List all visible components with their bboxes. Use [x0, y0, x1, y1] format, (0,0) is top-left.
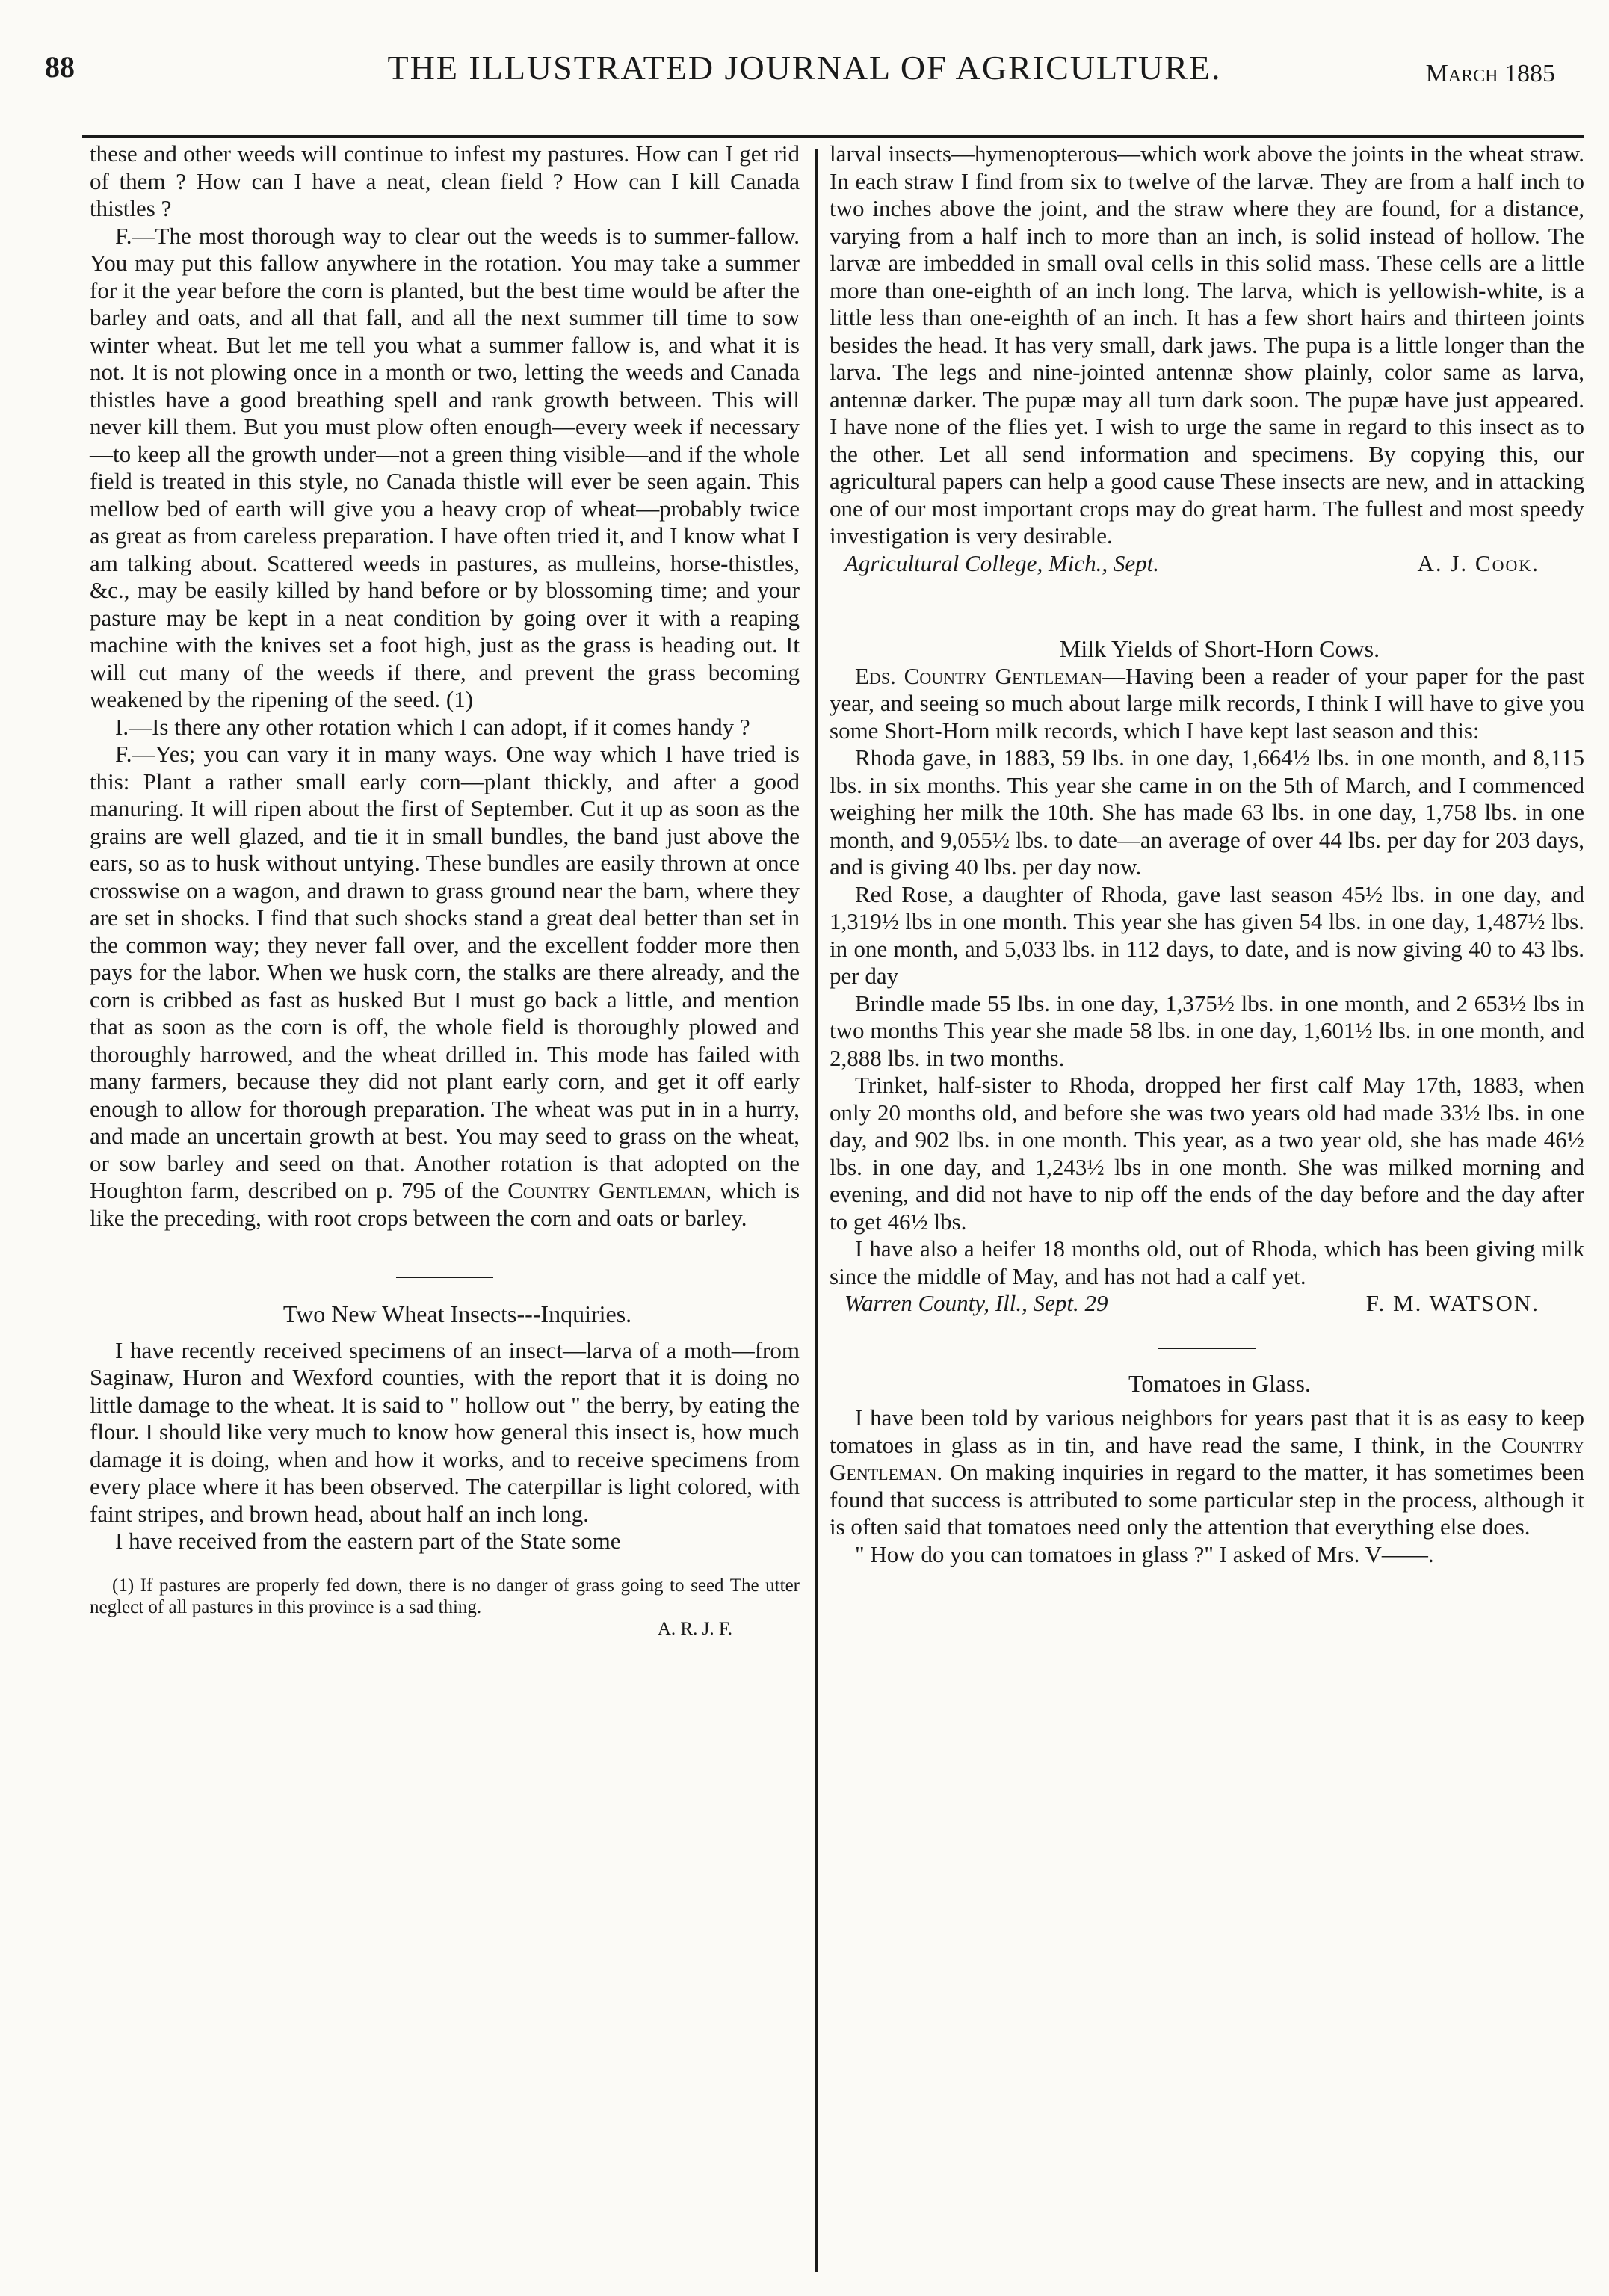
paragraph-text: On making inquiries in regard to the matter, it has sometimes been found that success is attributed to some particular step in the process, although it is often said that tomatoes need only the attention that everything else does.	[830, 1459, 1585, 1540]
paragraph: I have received from the eastern part of the State some	[115, 1528, 621, 1554]
publication-name: Country Gentleman,	[507, 1177, 712, 1203]
issue-date: March 1885	[1425, 60, 1555, 87]
running-header	[0, 43, 1609, 103]
dateline: Agricultural College, Mich., Sept.	[844, 549, 1160, 576]
paragraph: Rhoda gave, in 1883, 59 lbs. in one day, 1,664½ lbs. in one month, and 8,115 lbs. in six months. This year she came in on the 5th of March, and I commenced weighing her milk the 10th. She has made 63 lbs. in one day, 1,758 lbs. in one month, and 9,055½ lbs. to date—an average of over 44 lbs. per day for 203 days, and is giving 40 lbs. per day now.	[830, 744, 1584, 880]
paragraph: I have also a heifer 18 months old, out of Rhoda, which has been giving milk since the middle of May, and has not had a calf yet.	[830, 1235, 1584, 1289]
article-title-tomatoes: Tomatoes in Glass.	[1128, 1369, 1311, 1397]
paragraph-text: F.—Yes; you can vary it in many ways. One way which I have tried is this: Plant a rather small early corn—plant thickly, and after a good manuring. It will ripen about the first of September. Cut it up as soon as the grains are well glazed, and tie it in small bundles, the band just above the ears, so as to husk without untying. These bundles are easily thrown at once crosswise on a wagon, and drawn to grass ground near the barn, where they are set in shocks. I find that such shocks stand a great deal better than set in the common way; they never fall over, and the excellent fodder more then pays for the labor. When we husk corn, the stalks are there already, and the corn is cribbed as fast as husked But I must go back a little, and mention that as soon as the corn is off, the whole field is thoroughly plowed and thoroughly harrowed, and the wheat drilled in. This mode has failed with many farmers, because they did not plant early corn, and get it off early enough to allow for thorough preparation. The wheat was put in in a hurry, and made an uncertain growth at best. You may seed to grass on the wheat, or sow barley and seed on that. Another rotation is that adopted on the Houghton farm, described on p. 795 of the	[90, 741, 800, 1203]
publication-name: Country Gentleman.	[830, 1431, 1585, 1485]
paragraph-text: which is like the preceding, with root crops between the corn and oats or barley.	[90, 1177, 800, 1231]
paragraph-text: I have been told by various neighbors for years past that it is as easy to keep tomatoes in glass as in tin, and have read the same, I think, in the	[830, 1404, 1584, 1458]
author-signature: F. M. WATSON.	[1365, 1290, 1539, 1316]
paragraph-text: —Having been a reader of your paper for the past year, and seeing so much about large milk records, I think I will have to give you some Short-Horn milk records, which I have kept last season and this:	[830, 662, 1584, 744]
paragraph: Trinket, half-sister to Rhoda, dropped her first calf May 17th, 1883, when only 20 months old, and before she was two years old had made 33½ lbs. in one day, and 902 lbs. in one month. This year, as a two year old, she has made 46½ lbs. in one day, and 1,243½ lbs in one month. She was milked morning and evening, and did not have to nip off the ends of the day before and the day after to get 46½ lbs.	[830, 1072, 1584, 1235]
column-divider	[815, 149, 818, 2272]
paragraph	[830, 1404, 1584, 1541]
paragraph: I have recently received specimens of an insect—larva of a moth—from Saginaw, Huron and Wexford counties, with the report that it is doing no little damage to the wheat. It is said to " hollow out " the berry, by eating the flour. I should like very much to know how general this insect is, how much damage it is doing, when and how it works, and to receive specimens from every place where it has been observed. The caterpillar is light colored, with faint stripes, and brown head, about half an inch long.	[90, 1336, 800, 1527]
left-column	[90, 141, 800, 1640]
paragraph: Red Rose, a daughter of Rhoda, gave last season 45½ lbs. in one day, and 1,319½ lbs in one month. This year she has given 54 lbs. in one day, 1,487½ lbs. in one month, and 5,033 lbs. in 112 days, to date, and is now giving 40 to 43 lbs. per day	[830, 880, 1584, 989]
article-title-wheat-insects: Two New Wheat Insects---Inquiries.	[282, 1300, 632, 1327]
paragraph: these and other weeds will continue to infest my pastures. How can I get rid of them ? How can I have a neat, clean field ? How can I kill Canada thistles ?	[90, 141, 800, 221]
author-signature: A. J. Cook.	[1417, 549, 1539, 576]
paragraph: I.—Is there any other rotation which I can adopt, if it comes handy ?	[115, 713, 750, 740]
footnote-text: (1) If pastures are properly fed down, there is no danger of grass going to seed The utter neglect of all pastures in this province is a sad thing.	[90, 1575, 800, 1617]
footnote	[90, 1575, 800, 1640]
article-title-milk-yields: Milk Yields of Short-Horn Cows.	[1059, 635, 1380, 662]
signature-line	[830, 550, 1584, 578]
page-number: 88	[45, 50, 75, 84]
addressee: Eds. Country Gentleman	[855, 662, 1102, 689]
dateline: Warren County, Ill., Sept. 29	[844, 1290, 1108, 1316]
paragraph: Brindle made 55 lbs. in one day, 1,375½ lbs. in one month, and 2 653½ lbs in two months This year she made 58 lbs. in one day, 1,601½ lbs. in one month, and 2,888 lbs. in two months.	[830, 990, 1584, 1071]
right-column	[830, 141, 1584, 1568]
paragraph: larval insects—hymenopterous—which work above the joints in the wheat straw. In each straw I find from six to twelve of the larvæ. They are from a half inch to two inches above the joint, and the straw where they are found, for a distance, varying from a half inch to more than an inch, is solid instead of hollow. The larvæ are imbedded in small oval cells in this solid mass. These cells are a little more than one-eighth of an inch long. The larva, which is yellowish-white, is a little less than one-eighth of an inch. It has a few short hairs and thirteen joints besides the head. It has very small, dark jaws. The pupa is a little longer than the larva. The legs and nine-jointed antennæ show plainly, color same as larva, antennæ darker. The pupæ may all turn dark soon. The pupæ have just appeared. I have none of the flies yet. I wish to urge the same in regard to this insect as to the other. Let all send information and specimens. By copying this, our agricultural papers can help a good cause These insects are new, and in attacking one of our most important crops may do great harm. The fullest and most speedy investigation is very desirable.	[830, 141, 1584, 549]
paragraph	[90, 741, 800, 1232]
paragraph: F.—The most thorough way to clear out the weeds is to summer-fallow. You may put this fallow anywhere in the rotation. You may take a summer for it the year before the corn is planted, but the best time would be after the barley and oats, and all that fall, and all the next summer till time to sow winter wheat. But let me tell you what a summer fallow is, and what it is not. It is not plowing once in a month or two, letting the weeds and Canada thistles have a good breathing spell and rank growth between. This will never kill them. But you must plow often enough—every week if necessary—to keep all the growth under—not a green thing visible—and if the whole field is treated in this style, no Canada thistle will ever be seen again. This mellow bed of earth will give you a heavy crop of wheat—probably twice as great as from careless preparation. I have often tried it, and I know what I am talking about. Scattered weeds in pastures, as mulleins, horse-thistles, &c., may be easily killed by hand before or by blossoming time; and your pasture may be kept in a neat condition by going over it with a reaping machine with the knives set a foot high, just as the grass is heading out. It will cut many of the weeds if there, and prevent the grass becoming weakened by the ripening of the seed. (1)	[90, 222, 800, 712]
header-rule	[82, 135, 1584, 138]
paragraph	[830, 663, 1584, 745]
journal-title: THE ILLUSTRATED JOURNAL OF AGRICULTURE.	[387, 49, 1222, 87]
paragraph: " How do you can tomatoes in glass ?" I asked of Mrs. V——.	[855, 1540, 1434, 1567]
signature-line	[830, 1290, 1584, 1318]
footnote-signature: A. R. J. F.	[657, 1618, 732, 1639]
